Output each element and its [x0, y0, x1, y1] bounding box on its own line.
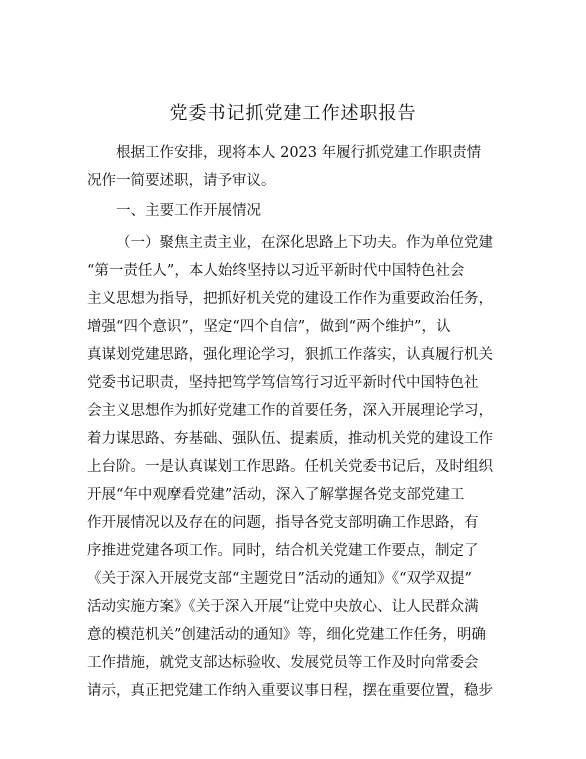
paragraph-line: 况作一简要述职，请予审议。	[87, 173, 276, 189]
paragraph-line: 真谋划党建思路，强化理论学习，狠抓工作落实，认真履行机关	[87, 347, 493, 363]
paragraph-line: 作开展情况以及存在的问题，指导各党支部明确工作思路，有	[87, 515, 479, 531]
paragraph-line: 意的模范机关”创建活动的通知》等，细化党建工作任务，明确	[87, 627, 486, 643]
paragraph-line: 工作措施，就党支部达标验收、发展党员等工作及时向常委会	[87, 655, 479, 671]
paragraph-line: 增强“四个意识”，坚定“四个自信”，做到“两个维护”，认	[87, 319, 451, 335]
paragraph-line: “第一责任人”，本人始终坚持以习近平新时代中国特色社会	[87, 263, 465, 279]
paragraph-line: 序推进党建各项工作。同时，结合机关党建工作要点，制定了	[87, 543, 479, 559]
paragraph-line: 《关于深入开展党支部“主题党日”活动的通知》《“双学双提”	[87, 571, 472, 587]
paragraph-line: 根据工作安排，现将本人 2023 年履行抓党建工作职责情	[116, 145, 482, 161]
paragraph-line: 活动实施方案》《关于深入开展“让党中央放心、让人民群众满	[87, 599, 479, 615]
paragraph-line: 请示，真正把党建工作纳入重要议事日程，摆在重要位置，稳步	[87, 683, 493, 699]
paragraph-line: 开展“年中观摩看党建”活动，深入了解掌握各党支部党建工	[87, 487, 465, 503]
paragraph-line: 上台阶。一是认真谋划工作思路。任机关党委书记后，及时组织	[87, 459, 493, 475]
section-heading: 一、主要工作开展情况	[116, 203, 261, 219]
paragraph-line: 党委书记职责，坚持把笃学笃信笃行习近平新时代中国特色社	[87, 375, 479, 391]
paragraph-line: 会主义思想作为抓好党建工作的首要任务，深入开展理论学习，	[87, 403, 493, 419]
paragraph-line: 着力谋思路、夯基础、强队伍、提素质，推动机关党的建设工作	[87, 431, 493, 447]
document-title: 党委书记抓党建工作述职报告	[169, 103, 417, 124]
paragraph-line: （一）聚焦主责主业，在深化思路上下功夫。作为单位党建	[116, 235, 493, 251]
paragraph-line: 主义思想为指导，把抓好机关党的建设工作作为重要政治任务，	[87, 291, 493, 307]
